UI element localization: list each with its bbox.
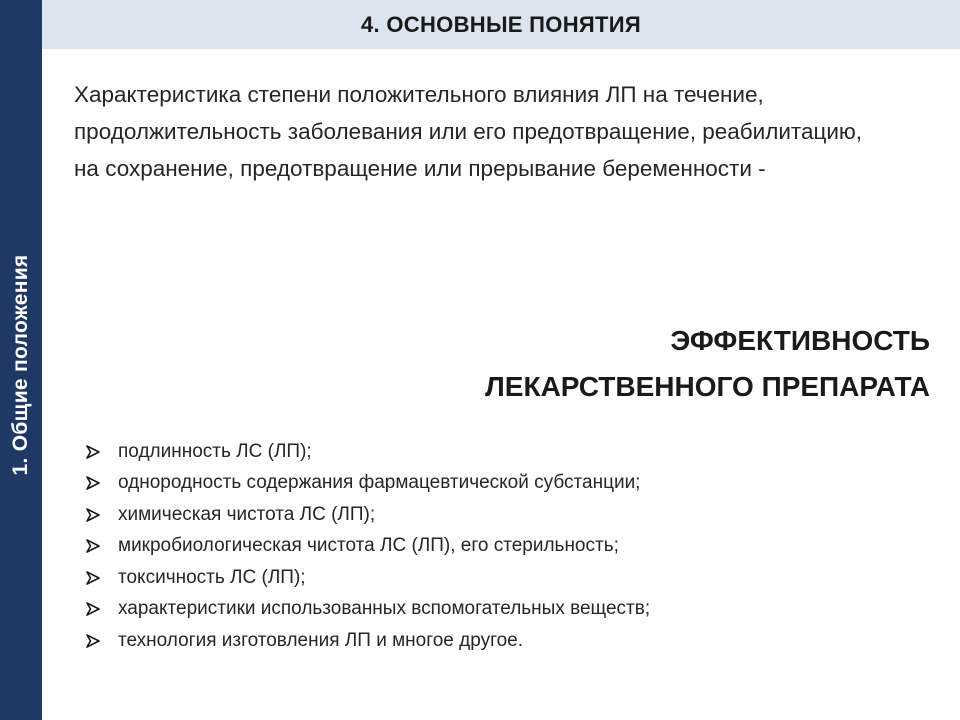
- list-item-text: микробиологическая чистота ЛС (ЛП), его стерильность;: [118, 535, 619, 557]
- list-item: [82, 594, 922, 626]
- arrowhead-bullet-icon: [82, 599, 104, 619]
- term-heading: [310, 318, 930, 410]
- criteria-list: [82, 436, 922, 657]
- list-item-text: химическая чистота ЛС (ЛП);: [118, 503, 376, 525]
- list-item: [82, 499, 922, 531]
- term-heading-line-1: ЭФФЕКТИВНОСТЬ: [670, 325, 930, 356]
- list-item-text: однородность содержания фармацевтической субстанции;: [118, 472, 641, 494]
- list-item: [82, 468, 922, 500]
- page-title: 4. ОСНОВНЫЕ ПОНЯТИЯ: [361, 11, 641, 37]
- list-item: [82, 531, 922, 563]
- arrowhead-bullet-icon: [82, 568, 104, 588]
- list-item: [82, 562, 922, 594]
- arrowhead-bullet-icon: [82, 505, 104, 525]
- list-item: [82, 436, 922, 468]
- arrowhead-bullet-icon: [82, 631, 104, 651]
- definition-text: Характеристика степени положительного влияния ЛП на течение, продолжительность заболевания или его предотвращение, реабилитацию, на сохранение, предотвращение или прерывание беременности -: [74, 82, 863, 181]
- list-item-text: подлинность ЛС (ЛП);: [118, 440, 312, 462]
- sidebar-section-label: 1. Общие положения: [9, 254, 32, 476]
- arrowhead-bullet-icon: [82, 473, 104, 493]
- list-item-text: технология изготовления ЛП и многое другое.: [118, 629, 523, 651]
- list-item-text: токсичность ЛС (ЛП);: [118, 566, 306, 588]
- sidebar: [0, 0, 42, 720]
- header-bar: [42, 0, 960, 49]
- arrowhead-bullet-icon: [82, 442, 104, 462]
- arrowhead-bullet-icon: [82, 536, 104, 556]
- list-item: [82, 625, 922, 657]
- term-heading-line-2: ЛЕКАРСТВЕННОГО ПРЕПАРАТА: [485, 371, 930, 402]
- list-item-text: характеристики использованных вспомогательных веществ;: [118, 598, 651, 620]
